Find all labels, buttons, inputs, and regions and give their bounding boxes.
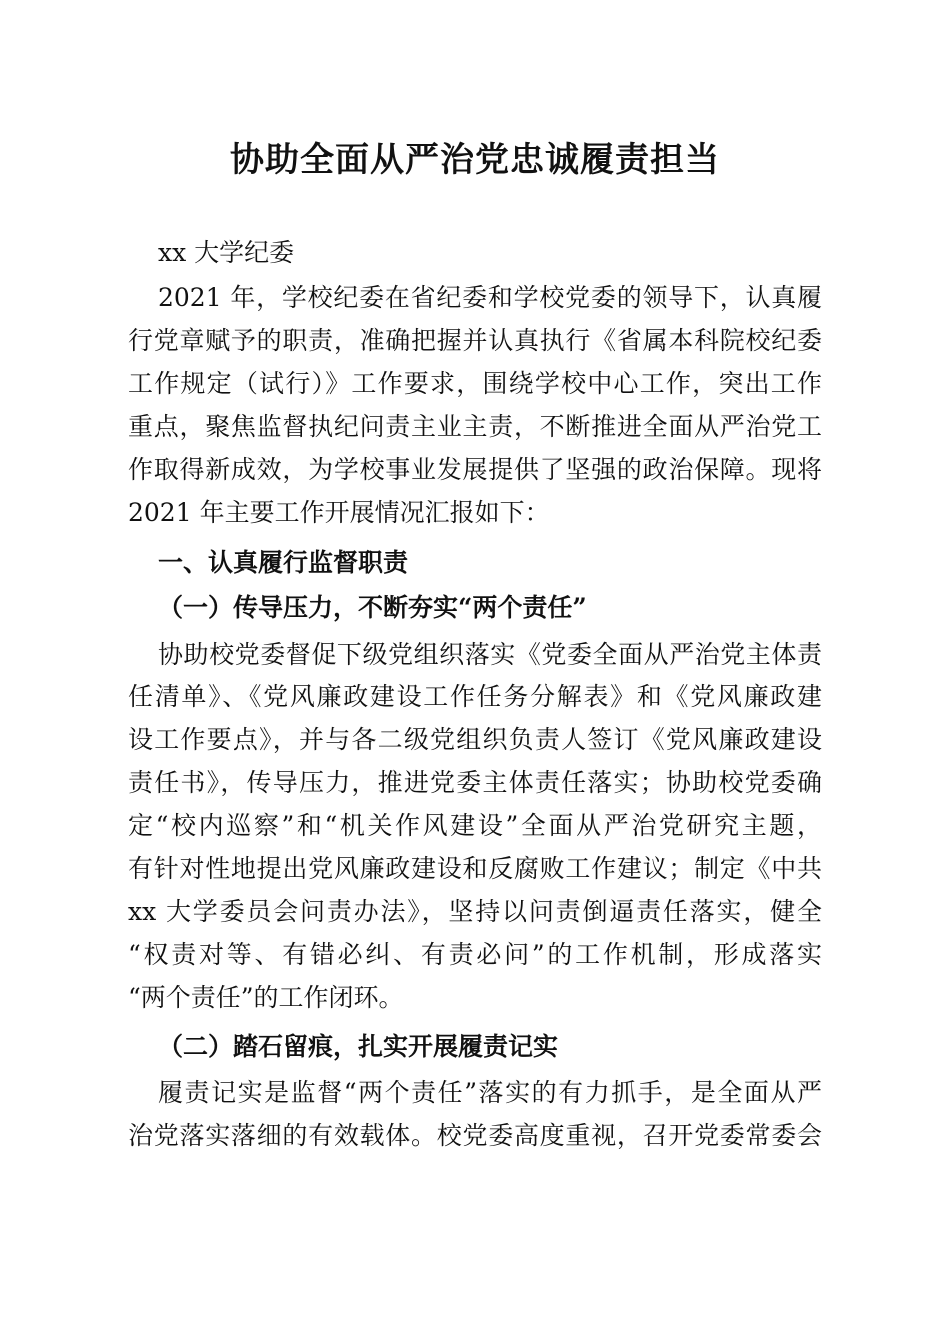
paragraph-line: 履责记实是监督“两个责任”落实的有力抓手，是全面从严 [158,1078,822,1107]
paragraph-line: 协助校党委督促下级党组织落实《党委全面从严治党主体责 [158,640,822,669]
subsection-heading: （二）踏石留痕，扎实开展履责记实 [158,1032,559,1061]
paragraph-line: 2021 年，学校纪委在省纪委和学校党委的领导下，认真履 [158,283,822,312]
subsection-heading: （一）传导压力，不断夯实“两个责任” [158,593,587,622]
paragraph-line: 2021 年主要工作开展情况汇报如下： [128,498,550,527]
paragraph-line: “权责对等、有错必纠、有责必问”的工作机制，形成落实 [128,940,822,969]
paragraph-line: 有针对性地提出党风廉政建设和反腐败工作建议；制定《中共 [128,854,822,883]
paragraph-line: 重点，聚焦监督执纪问责主业主责，不断推进全面从严治党工 [128,412,822,441]
paragraph-line: 工作规定（试行）》工作要求，围绕学校中心工作，突出工作 [128,369,822,398]
paragraph-line: 责任书》，传导压力，推进党委主体责任落实；协助校党委确 [128,768,822,797]
paragraph-line: 作取得新成效，为学校事业发展提供了坚强的政治保障。现将 [128,455,822,484]
paragraph-line: 设工作要点》，并与各二级党组织负责人签订《党风廉政建设 [128,725,822,754]
document-title: 协助全面从严治党忠诚履责担当 [230,140,720,180]
paragraph-line: xx 大学委员会问责办法》，坚持以问责倒逼责任落实，健全 [128,897,822,926]
paragraph-line: 定“校内巡察”和“机关作风建设”全面从严治党研究主题， [128,811,822,840]
paragraph-line: 治党落实落细的有效载体。校党委高度重视，召开党委常委会 [128,1121,822,1150]
paragraph-line: 行党章赋予的职责，准确把握并认真执行《省属本科院校纪委 [128,326,822,355]
section-heading: 一、认真履行监督职责 [158,548,409,577]
author-line: xx 大学纪委 [158,238,295,267]
paragraph-line: 任清单》、《党风廉政建设工作任务分解表》和《党风廉政建 [128,682,822,711]
paragraph-line: “两个责任”的工作闭环。 [128,983,404,1012]
